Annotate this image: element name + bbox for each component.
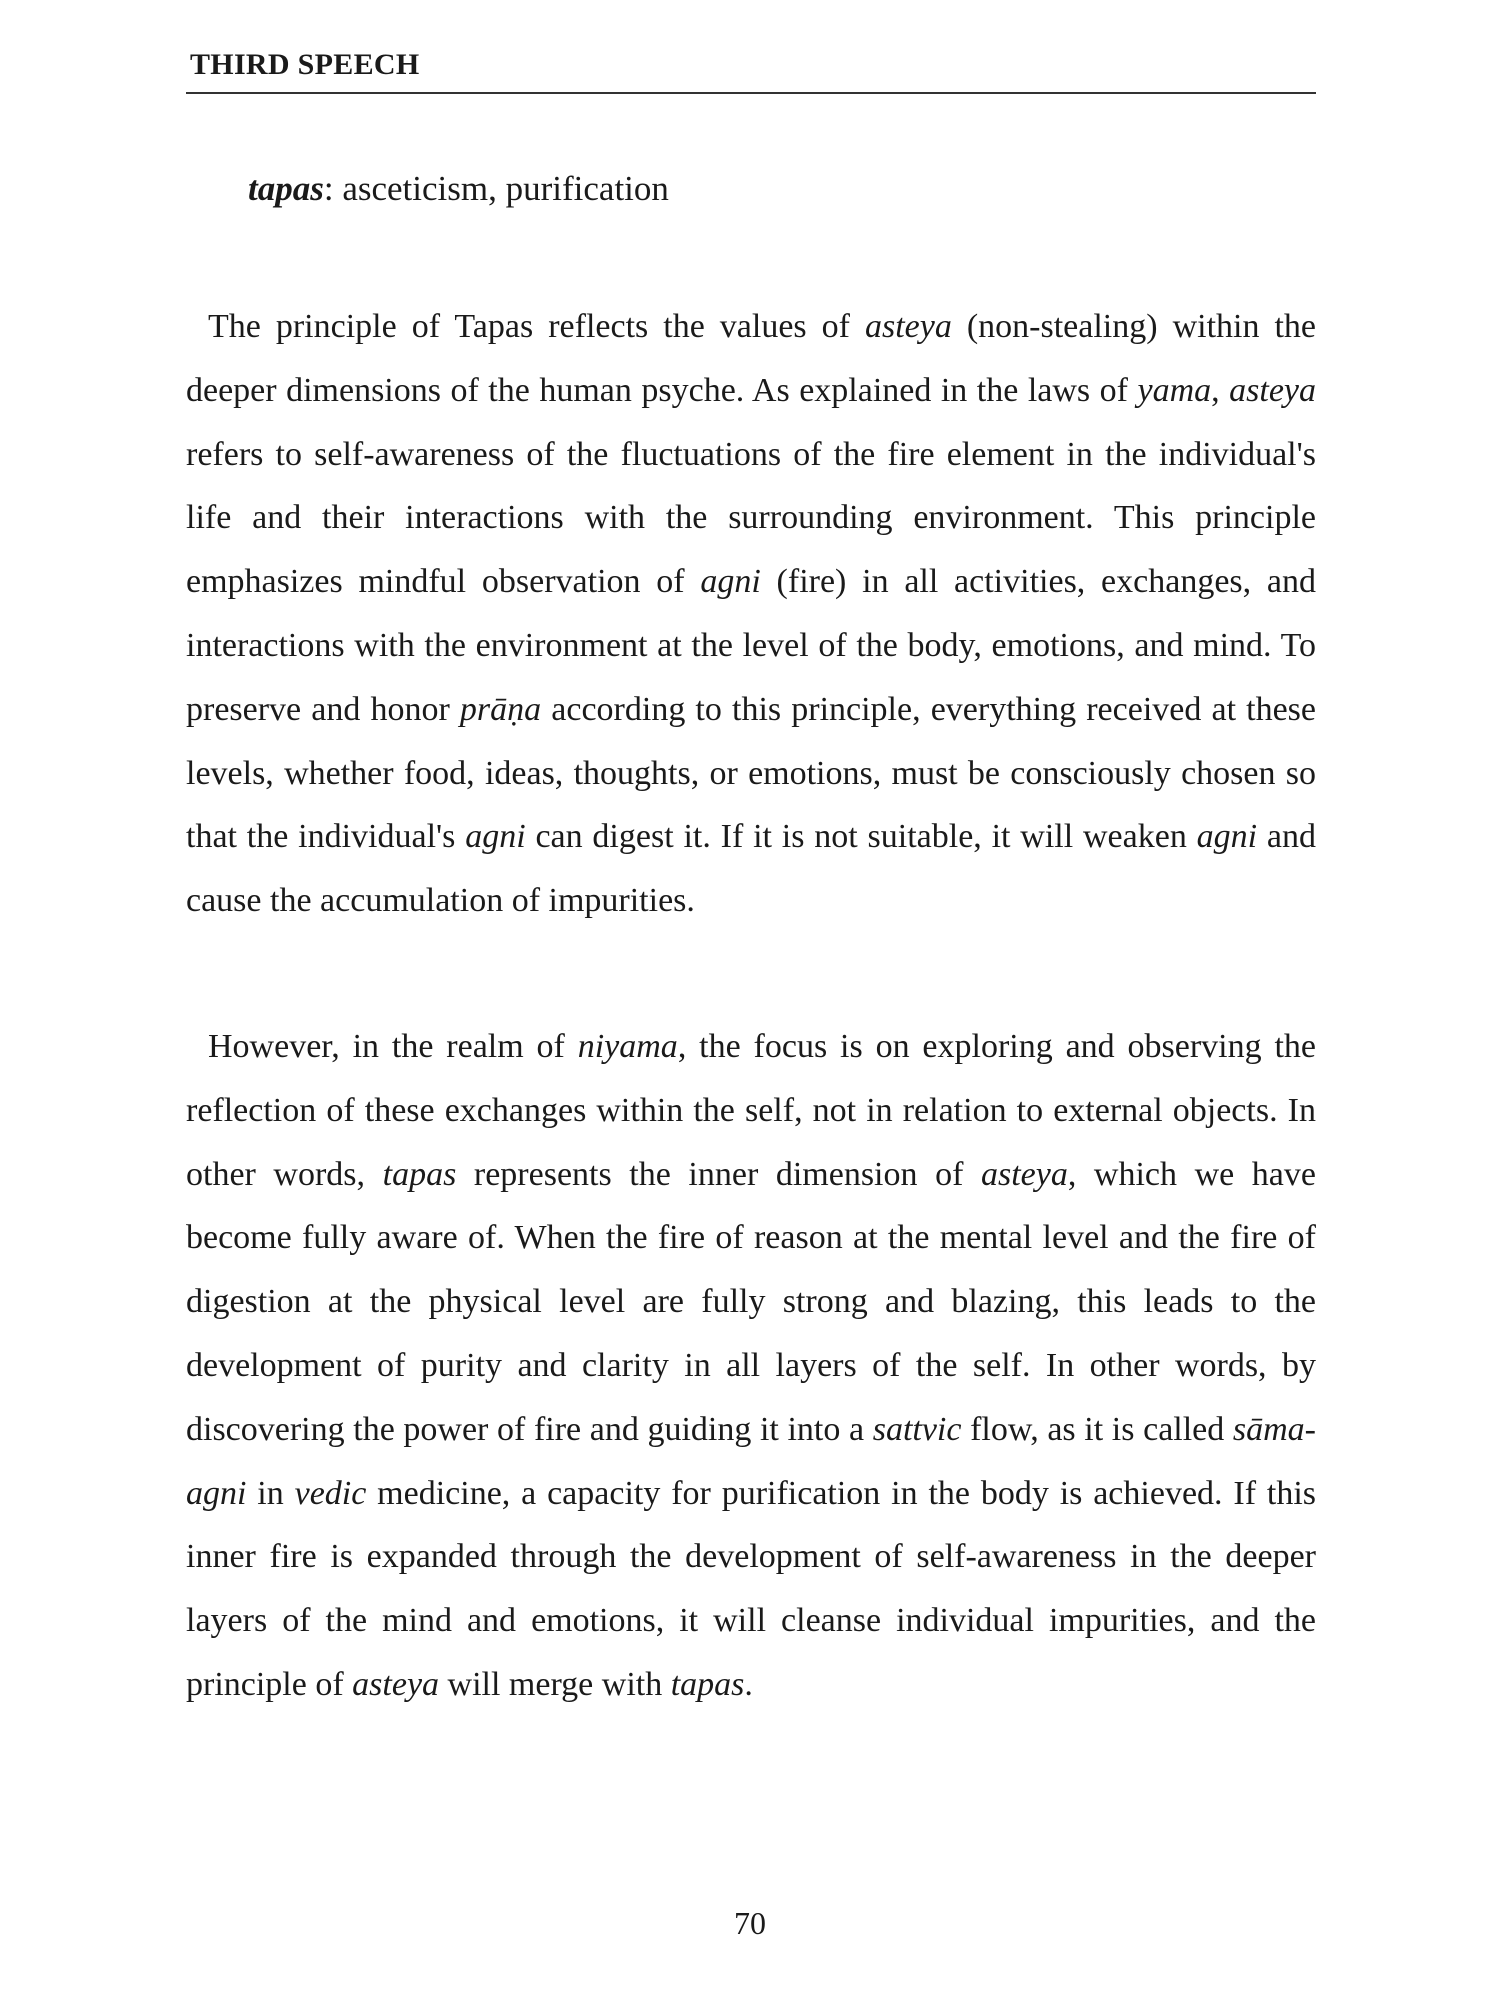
- text-run: medicine, a capacity for purification in the body is achieved. If this inner fire is expanded through the development of self-awareness in the deeper layers of the mind and emotions, it will cleanse individual impurities, and the principle of: [186, 1474, 1316, 1703]
- text-run: (non-stealing) within the deeper dimensions of the human psyche. As explained in the laws of: [186, 308, 1316, 409]
- term-definition: [248, 165, 669, 213]
- text-run: .: [744, 1665, 753, 1703]
- italic-term: asteya: [1229, 371, 1317, 409]
- paragraph-2: [186, 1015, 1316, 1717]
- italic-term: yama: [1137, 371, 1212, 409]
- text-run: , which we have become fully aware of. When the fire of reason at the mental level and the fire of digestion at the physical level are fully strong and blazing, this leads to the development of purity and clarity in all layers of the self. In other words, by discovering the power of fire and guiding it into a: [186, 1155, 1316, 1448]
- italic-term: prāṇa: [459, 690, 542, 728]
- term-word: tapas: [248, 169, 324, 208]
- italic-term: vedic: [294, 1474, 367, 1512]
- italic-term: sattvic: [872, 1410, 962, 1448]
- italic-term: asteya: [980, 1155, 1068, 1193]
- header-rule: [186, 92, 1316, 94]
- text-run: according to this principle, everything received at these levels, whether food, ideas, thoughts, or emotions, must be consciously chosen so that the individual's: [186, 690, 1316, 856]
- term-meaning: : asceticism, purification: [323, 169, 669, 208]
- italic-term: asteya: [864, 308, 952, 345]
- italic-term: tapas: [382, 1155, 457, 1193]
- text-run: However, in the realm of: [208, 1028, 578, 1065]
- italic-term: agni: [1196, 818, 1258, 856]
- italic-term: asteya: [352, 1665, 440, 1703]
- italic-term: sāma-agni: [186, 1410, 1316, 1512]
- running-head: THIRD SPEECH: [190, 48, 420, 81]
- text-run: can digest it. If it is not suitable, it will weaken: [525, 818, 1197, 856]
- text-run: and cause the accumulation of impurities.: [186, 818, 1316, 920]
- text-run: in: [246, 1474, 295, 1512]
- text-run: The principle of Tapas reflects the values of: [208, 308, 865, 345]
- text-run: , the focus is on exploring and observing the reflection of these exchanges within the self, not in relation to external objects. In other words,: [186, 1028, 1317, 1193]
- text-run: flow, as it is called: [961, 1410, 1233, 1448]
- italic-term: niyama: [577, 1028, 678, 1065]
- italic-term: agni: [465, 818, 526, 856]
- italic-term: agni: [700, 563, 761, 601]
- text-run: (fire) in all activities, exchanges, and interactions with the environment at the level of the body, emotions, and mind. To preserve and honor: [186, 563, 1316, 728]
- text-run: ,: [1211, 371, 1230, 409]
- paragraph-1: [186, 295, 1316, 933]
- page-number: 70: [734, 1905, 766, 1941]
- italic-term: tapas: [670, 1665, 745, 1703]
- text-run: will merge with: [439, 1665, 671, 1703]
- text-run: refers to self-awareness of the fluctuations of the fire element in the individual's life and their interactions with the surrounding environment. This principle emphasizes mindful observation of: [186, 435, 1316, 601]
- text-run: represents the inner dimension of: [456, 1155, 981, 1193]
